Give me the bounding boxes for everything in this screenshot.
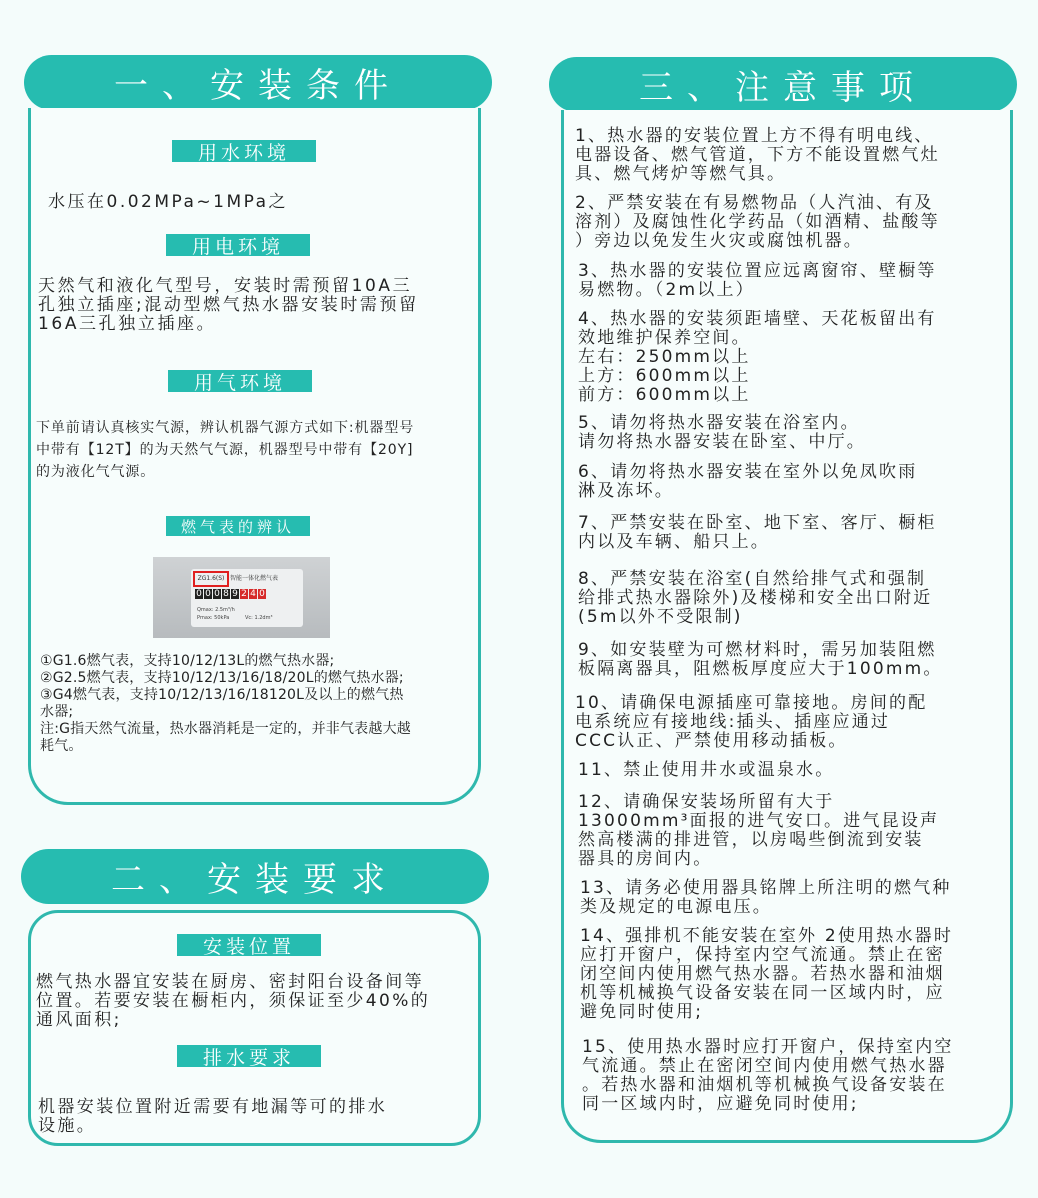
meter-model-box xyxy=(193,571,229,587)
meter-spec-3: Vc: 1.2dm³ xyxy=(245,615,273,621)
meter-label-text: 燃气表的辨认 xyxy=(180,517,295,536)
meter-digit: 0 xyxy=(214,589,220,599)
drain-label xyxy=(177,1045,321,1067)
power-env-text: 天然气和液化气型号，安装时需预留10A三 孔独立插座;混动型燃气热水器安装时需预留 16A三孔独立插座。 xyxy=(38,276,419,334)
note-2: 2、严禁安装在有易燃物品（人汽油、有及 溶剂）及腐蚀性化学药品（如酒精、盐酸等 ）旁边以免发生火灾或腐蚀机器。 xyxy=(575,193,940,251)
section3-title: 三、注意事项 xyxy=(639,68,927,108)
section1-title: 一、安装条件 xyxy=(114,66,402,106)
meter-digit: 0 xyxy=(259,589,265,599)
meter-notes: ①G1.6燃气表，支持10/12/13L的燃气热水器; ②G2.5燃气表，支持10/12/13/16/18/20L的燃气热水器; ③G4燃气表，支持10/12/13/16/18120L及以上的燃气热 水器; 注:G指天然气流量，热水器消耗是一定的，并非气表越大越 耗气。 xyxy=(40,653,411,754)
install-position-label-text: 安装位置 xyxy=(202,935,295,958)
gas-env-text: 下单前请认真核实气源，辨认机器气源方式如下:机器型号 中带有【12T】的为天然气气源，机器型号中带有【20Y] 的为液化气气源。 xyxy=(36,420,415,480)
power-env-label xyxy=(166,234,310,256)
note-15: 15、使用热水器时应打开窗户，保持室内空 气流通。禁止在密闭空间内使用燃气热水器 。若热水器和油烟机等机械换气设备安装在 同一区域内时，应避免同时使用; xyxy=(582,1037,954,1114)
section2-header xyxy=(21,849,489,904)
note-11: 11、禁止使用井水或温泉水。 xyxy=(578,760,835,780)
meter-brand: 智能一体化燃气表 xyxy=(230,575,279,582)
note-12: 12、请确保安装场所留有大于 13000mm³面报的进气安口。进气昆设声 然高楼满的排进管，以房喝些倒流到安装 器具的房间内。 xyxy=(578,792,940,869)
gas-env-label-text: 用气环境 xyxy=(193,371,286,394)
install-position-text: 燃气热水器宜安装在厨房、密封阳台设备间等 位置。若要安装在橱柜内，须保证至少40%的 通风面积; xyxy=(36,972,431,1030)
meter-digit: 4 xyxy=(250,589,256,599)
meter-spec-2: Pmax: 50kPa xyxy=(197,615,230,621)
gas-meter-image xyxy=(153,557,330,638)
note-4: 4、热水器的安装须距墙壁、天花板留出有 效地维护保养空间。 左右：250mm以上 上方：600mm以上 前方：600mm以上 xyxy=(578,309,937,405)
gas-env-label xyxy=(168,370,312,392)
meter-spec-1: Qmax: 2.5m³/h xyxy=(197,607,235,613)
note-5: 5、请勿将热水器安装在浴室内。 请勿将热水器安装在卧室、中厅。 xyxy=(578,413,866,452)
section3-header xyxy=(549,57,1017,112)
note-6: 6、请勿将热水器安装在室外以免凤吹雨 淋及冻坏。 xyxy=(578,462,918,501)
meter-digit: 9 xyxy=(232,589,238,599)
note-3: 3、热水器的安装位置应远离窗帘、壁橱等 易燃物。（2m以上） xyxy=(578,261,937,300)
water-env-label xyxy=(172,140,316,162)
note-14: 14、强排机不能安装在室外 2使用热水器时 应打开窗户，保持室内空气流通。禁止在密 闭空间内使用燃气热水器。若热水器和油烟 机等机械换气设备安装在同一区域内时，应 避免同时使用; xyxy=(580,926,954,1022)
drain-label-text: 排水要求 xyxy=(202,1046,295,1069)
note-1: 1、热水器的安装位置上方不得有明电线、 电器设备、燃气管道，下方不能设置燃气灶 具、燃气烤炉等燃气具。 xyxy=(575,126,940,184)
section1-header xyxy=(24,55,492,110)
note-10: 10、请确保电源插座可靠接地。房间的配 电系统应有接地线:插头、插座应通过 CCC认正、严禁使用移动插板。 xyxy=(575,693,928,751)
section2-title: 二、安装要求 xyxy=(111,860,399,900)
install-position-label xyxy=(177,934,321,956)
meter-digit: 0 xyxy=(196,589,202,599)
note-13: 13、请务必使用器具铭牌上所注明的燃气种 类及规定的电源电压。 xyxy=(580,878,952,917)
note-8: 8、严禁安装在浴室(自然给排气式和强制 给排式热水器除外)及楼梯和安全出口附近 (5m以外不受限制) xyxy=(578,569,933,627)
power-env-label-text: 用电环境 xyxy=(191,235,284,258)
water-env-text: 水压在0.02MPa~1MPa之 xyxy=(48,192,289,212)
meter-label xyxy=(166,516,310,536)
meter-digit: 8 xyxy=(223,589,229,599)
meter-digits xyxy=(195,589,266,599)
water-env-label-text: 用水环境 xyxy=(197,141,290,164)
meter-model-text: ZG1.6(S) xyxy=(197,575,225,582)
drain-text: 机器安装位置附近需要有地漏等可的排水 设施。 xyxy=(38,1097,388,1136)
note-9: 9、如安装壁为可燃材料时，需另加装阻燃 板隔离器具，阻燃板厚度应大于100mm。 xyxy=(578,640,943,679)
meter-digit: 0 xyxy=(205,589,211,599)
meter-digit: 2 xyxy=(241,589,247,599)
note-7: 7、严禁安装在卧室、地下室、客厅、橱柜 内以及车辆、船只上。 xyxy=(578,513,937,552)
